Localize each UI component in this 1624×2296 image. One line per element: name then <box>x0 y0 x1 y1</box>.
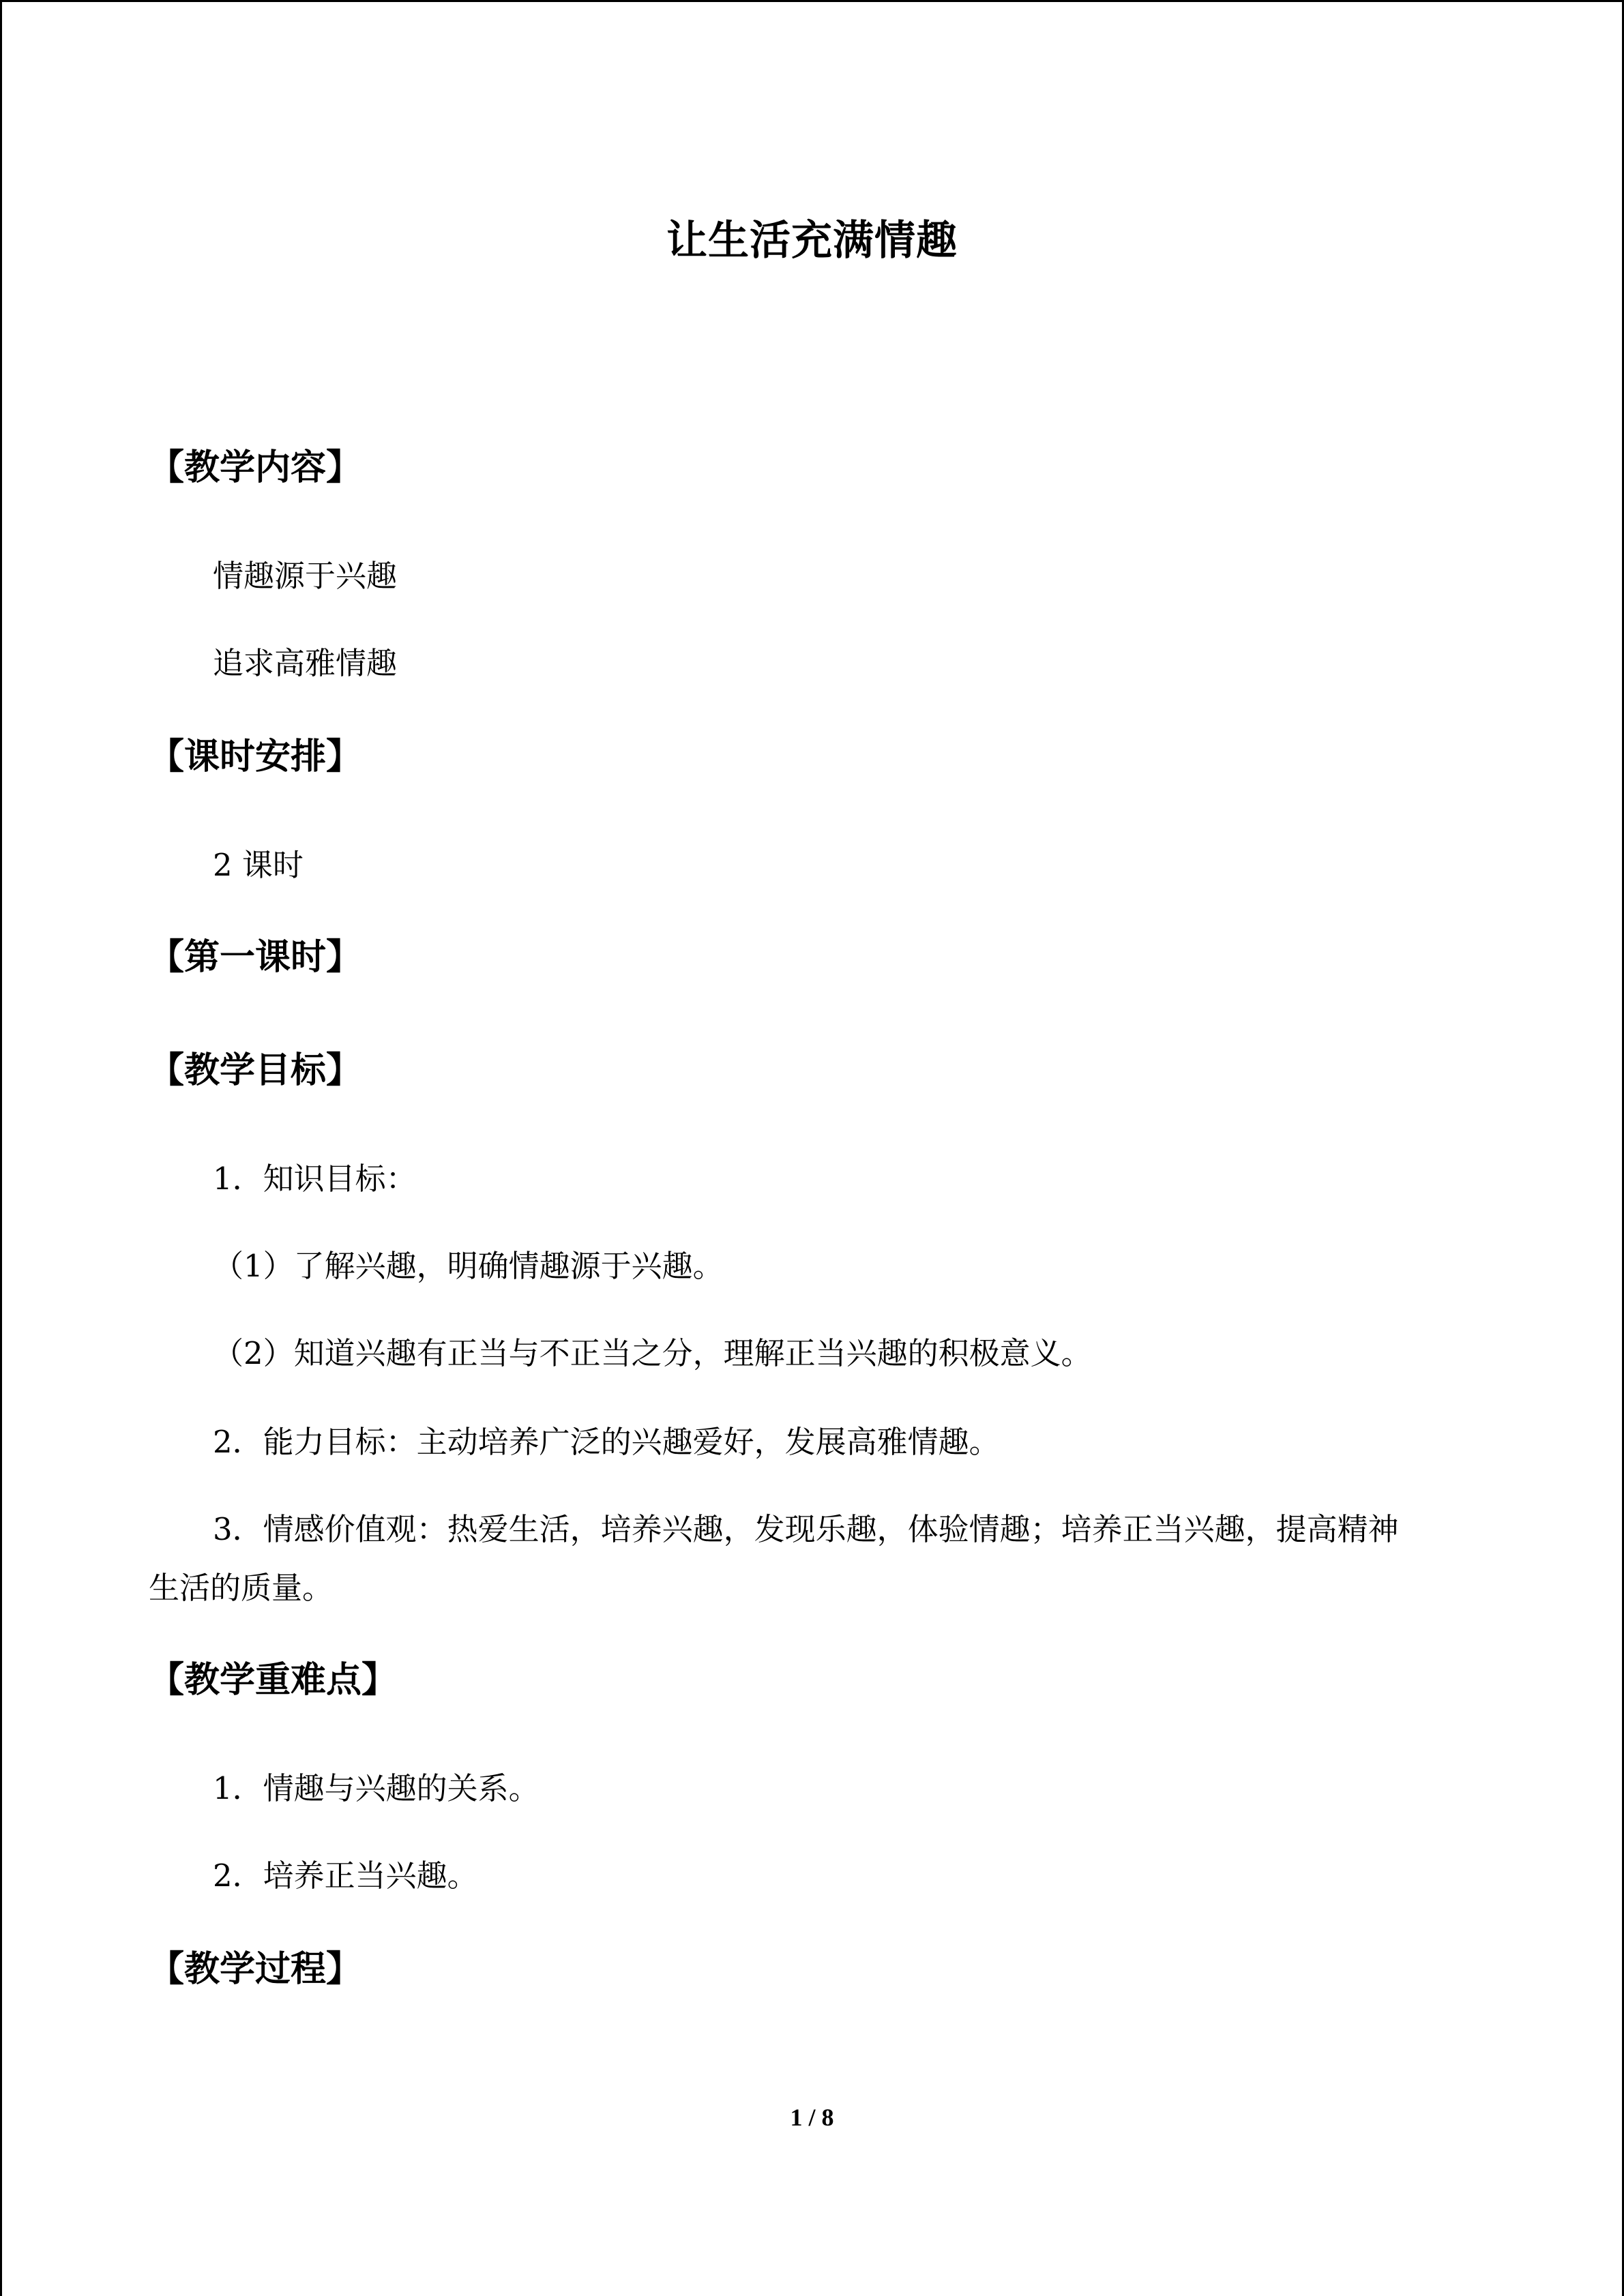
goal-emotion-line1: 3．情感价值观：热爱生活，培养兴趣，发现乐趣，体验情趣；培养正当兴趣，提高精神 <box>213 1511 1399 1547</box>
heading-teaching-process: 【教学过程】 <box>149 1949 362 1990</box>
document-title: 让生活充满情趣 <box>666 217 958 265</box>
key-point-1: 1．情趣与兴趣的关系。 <box>213 1770 540 1806</box>
goal-knowledge-1: （1）了解兴趣，明确情趣源于兴趣。 <box>213 1248 724 1284</box>
heading-first-lesson: 【第一课时】 <box>149 937 362 978</box>
heading-teaching-goals: 【教学目标】 <box>149 1050 362 1091</box>
page-number: 1 / 8 <box>790 2104 834 2131</box>
goal-emotion-line2: 生活的质量。 <box>149 1570 334 1606</box>
heading-key-points: 【教学重难点】 <box>149 1660 398 1701</box>
goal-knowledge: 1．知识目标： <box>213 1161 417 1197</box>
heading-schedule: 【课时安排】 <box>149 736 362 777</box>
content-item-2: 追求高雅情趣 <box>213 645 398 681</box>
key-point-2: 2．培养正当兴趣。 <box>213 1858 478 1894</box>
content-item-1: 情趣源于兴趣 <box>213 558 398 594</box>
goal-ability: 2．能力目标：主动培养广泛的兴趣爱好，发展高雅情趣。 <box>213 1424 1000 1460</box>
goal-knowledge-2: （2）知道兴趣有正当与不正当之分，理解正当兴趣的积极意义。 <box>213 1335 1092 1371</box>
schedule-text: 2 课时 <box>213 847 304 883</box>
heading-teaching-content: 【教学内容】 <box>149 447 362 488</box>
